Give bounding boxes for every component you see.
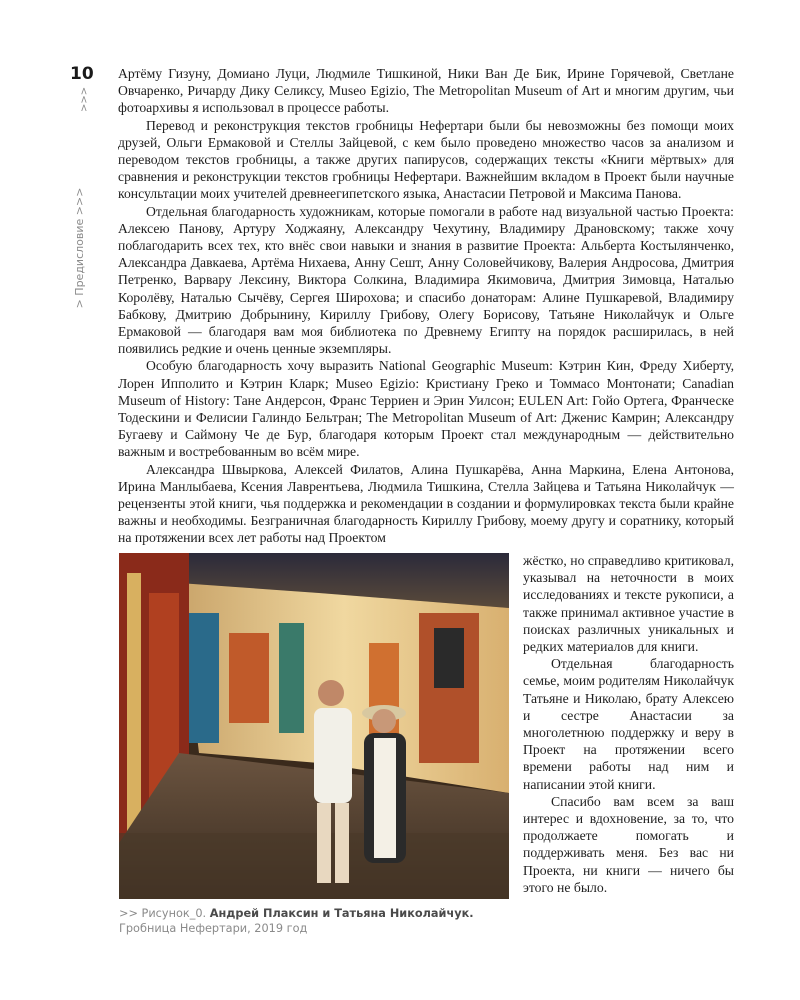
page-number: 10 <box>70 64 94 84</box>
paragraph: жёстко, но справедливо критиковал, указывал на неточности в моих исследованиях и тексте рукописи, а также принимал активное участие в поисках различных уникальных и редких материалов для книги. <box>523 553 734 655</box>
paragraph: Особую благодарность хочу выразить National Geographic Museum: Кэтрин Кин, Фреду Хиберту, Лорен Ипполито и Кэтрин Кларк; Museo Egizio: Кристиану Греко и Томмасо Монтонати; Canadian Museum of History: Тане Андерсон, Франс Терриен и Эрин Уилсон; EULEN Art: Гойо Ортега, Франческе Тодескини и Фелисии Галиндо Бельтран; The Metropolitan Museum of Art: Дженис Камрин; Александру Бугаеву и Саймону Че де Бур, благодаря которым Проект стал международным — действительно важным и востребованным во всём мире. <box>118 358 734 460</box>
section-marker <box>76 86 94 120</box>
right-column-text <box>523 552 734 896</box>
paragraph: Спасибо вам всем за ваш интерес и вдохновение, за то, что продолжаете помогать и поддерживать меня. Без вас ни Проекта, ни книги — ничего бы этого не было. <box>523 793 734 895</box>
section-marker-glyph: >>> <box>79 86 90 112</box>
tomb-photo-illustration <box>119 553 509 899</box>
section-label: > Предисловие >>> <box>72 187 86 309</box>
caption-location: Гробница Нефертари, 2019 год <box>119 922 308 935</box>
paragraph: Артёму Гизуну, Домиано Луци, Людмиле Тишкиной, Ники Ван Де Бик, Ирине Горячевой, Светлане Овчаренко, Ричарду Дику Селиксу, Museo Egizio, The Metropolitan Museum of Art и многим другим, чьи фотоархивы я использовал в процессе работы. <box>118 66 734 116</box>
paragraph: Отдельная благодарность семье, моим родителям Николайчук Татьяне и Николаю, брату Алексею и сестре Анастасии за многолетнюю поддержку и веру в Проект на протяжении всего времени работы над ним и написании этой книги. <box>523 656 734 792</box>
tomb-photo <box>119 553 509 899</box>
main-text <box>118 65 734 547</box>
caption-prefix: >> Рисунок_0. <box>119 907 207 920</box>
paragraph: Отдельная благодарность художникам, которые помогали в работе над визуальной частью Проекта: Алексею Панову, Артуру Ходжаяну, Александру Чехутину, Владимиру Драновскому; также хочу поблагодарить всех тех, кто внёс свои навыки и знания в развитие Проекта: Альберта Костылянченко, Александра Давкаева, Артёма Нихаева, Анну Сешт, Анну Соловейчикову, Валерия Андросова, Дмитрия Петренко, Варвару Лексину, Виктора Солкина, Владимира Якимовича, Дмитрия Зимовца, Наталью Королёву, Наталью Сычёву, Сергея Широхова; и спасибо донаторам: Алине Пушкаревой, Владимиру Бабкову, Дмитрию Добрынину, Кириллу Грибову, Олегу Борисову, Татьяне Николайчук и Ольге Ермаковой — благодаря вам моя библиотека по Древнему Египту на порядок расширилась, в ней появились редкие и очень ценные экземпляры. <box>118 203 734 357</box>
figure-caption <box>119 906 539 936</box>
paragraph: Александра Швыркова, Алексей Филатов, Алина Пушкарёва, Анна Маркина, Елена Антонова, Ирина Манлыбаева, Ксения Лаврентьева, Людмила Тишкина, Стелла Зайцева и Татьяна Николайчук — рецензенты этой книги, чья поддержка и рекомендации в создании и формулировках текста были крайне важны и необходимы. Безграничная благодарность Кириллу Грибову, моему другу и соратнику, который на протяжении всех лет работы над Проектом <box>118 461 734 546</box>
caption-names: Андрей Плаксин и Татьяна Николайчук. <box>209 907 474 920</box>
paragraph: Перевод и реконструкция текстов гробницы Нефертари были бы невозможны без помощи моих друзей, Ольги Ермаковой и Стеллы Зайцевой, с кем было проведено множество часов за анализом и переводом текстов гробницы, а также других папирусов, содержащих тексты «Книги мёртвых» для сравнения и реконструкции текстов гробницы Нефертари. Важнейшим вкладом в Проект были научные консультации моих учителей древнеегипетского языка, Анастасии Петровой и Максима Панова. <box>118 117 734 202</box>
